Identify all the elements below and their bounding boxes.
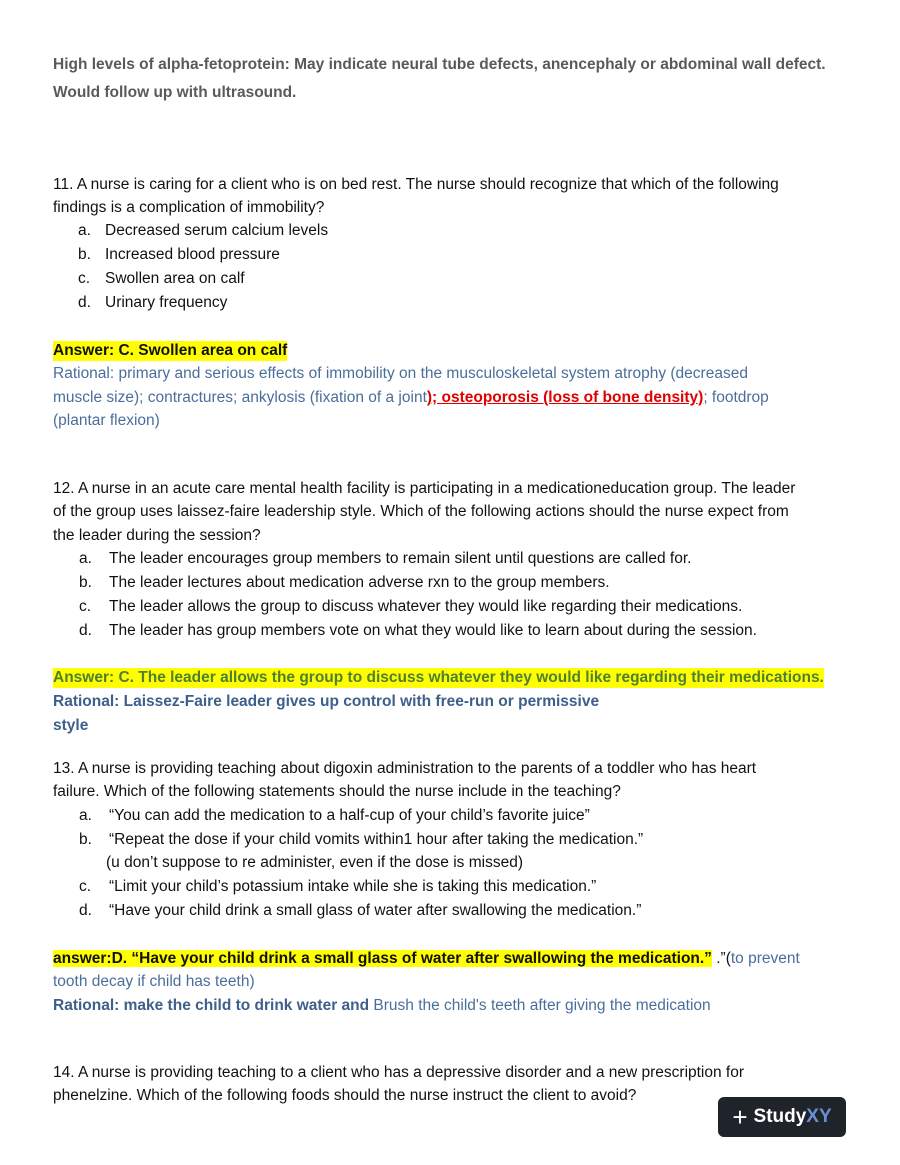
q12-stem-line-2: of the group uses laissez-faire leadership style. Which of the following actions should the nurse expect from bbox=[53, 503, 789, 520]
q13-option-b-note: (u don’t suppose to re administer, even if the dose is missed) bbox=[106, 854, 523, 871]
q12-option-a: The leader encourages group members to remain silent until questions are called for. bbox=[109, 550, 692, 567]
q12-option-b: The leader lectures about medication adverse rxn to the group members. bbox=[109, 574, 610, 591]
q12-rational-line-2: style bbox=[53, 717, 89, 734]
q13-option-d-letter: d. bbox=[79, 902, 92, 919]
q13-rational-bold: Rational: make the child to drink water and bbox=[53, 997, 370, 1014]
q13-answer-line-1 bbox=[53, 949, 800, 969]
q11-option-c: Swollen area on calf bbox=[105, 270, 245, 287]
plus-icon: + bbox=[732, 1102, 748, 1132]
intro-line-1: High levels of alpha-fetoprotein: May indicate neural tube defects, anencephaly or abdominal wall defect. bbox=[53, 56, 826, 73]
q12-stem-line-3: the leader during the session? bbox=[53, 527, 261, 544]
q12-option-a-letter: a. bbox=[79, 550, 92, 567]
brand-accent: XY bbox=[806, 1106, 832, 1127]
q12-answer: Answer: C. The leader allows the group to discuss whatever they would like regarding their medications. bbox=[53, 669, 824, 686]
q13-rational-rest: Brush the child's teeth after giving the medication bbox=[369, 997, 711, 1014]
q12-rational-line-1: Rational: Laissez-Faire leader gives up control with free-run or permissive bbox=[53, 693, 600, 710]
q11-rational-line-3: (plantar flexion) bbox=[53, 412, 160, 429]
q13-answer-line-2: tooth decay if child has teeth) bbox=[53, 973, 255, 990]
q13-option-b: “Repeat the dose if your child vomits within1 hour after taking the medication.” bbox=[109, 831, 644, 848]
q13-rational bbox=[53, 996, 711, 1016]
q11-rational-line-2 bbox=[53, 388, 769, 408]
q11-option-b: Increased blood pressure bbox=[105, 246, 280, 263]
q13-stem-line-1: 13. A nurse is providing teaching about digoxin administration to the parents of a toddler who has heart bbox=[53, 760, 757, 777]
q11-rational-2a: muscle size); contractures; ankylosis (fixation of a joint bbox=[53, 389, 427, 406]
q12-option-d-letter: d. bbox=[79, 622, 92, 639]
q13-option-a: “You can add the medication to a half-cup of your child’s favorite juice” bbox=[109, 807, 590, 824]
q11-answer: Answer: C. Swollen area on calf bbox=[53, 342, 288, 359]
q12-option-b-letter: b. bbox=[79, 574, 92, 591]
q13-answer-tail: .”( bbox=[711, 950, 731, 967]
q11-option-c-letter: c. bbox=[78, 270, 91, 287]
q11-stem-line-2: findings is a complication of immobility? bbox=[53, 199, 325, 216]
q11-stem-line-1: 11. A nurse is caring for a client who is on bed rest. The nurse should recognize that which of the following bbox=[53, 176, 779, 193]
q11-rational-line-1: Rational: primary and serious effects of immobility on the musculoskeletal system atrophy (decreased bbox=[53, 365, 748, 382]
studyxy-logo-badge[interactable] bbox=[718, 1097, 846, 1137]
q11-option-d-letter: d. bbox=[78, 294, 91, 311]
q12-option-c: The leader allows the group to discuss whatever they would like regarding their medications. bbox=[109, 598, 743, 615]
q11-rational-2b-osteoporosis: ); osteoporosis (loss of bone density) bbox=[426, 389, 704, 406]
q11-option-a: Decreased serum calcium levels bbox=[105, 222, 329, 239]
q11-rational-2c: ; footdrop bbox=[703, 389, 769, 406]
q13-option-d: “Have your child drink a small glass of water after swallowing the medication.” bbox=[109, 902, 642, 919]
q13-option-a-letter: a. bbox=[79, 807, 92, 824]
q13-answer-tail-blue: to prevent bbox=[730, 950, 800, 967]
brand-main: Study bbox=[753, 1106, 807, 1127]
q14-stem-line-2: phenelzine. Which of the following foods should the nurse instruct the client to avoid? bbox=[53, 1087, 637, 1104]
q11-option-a-letter: a. bbox=[78, 222, 91, 239]
q12-option-c-letter: c. bbox=[79, 598, 92, 615]
q12-option-d: The leader has group members vote on what they would like to learn about during the session. bbox=[109, 622, 757, 639]
intro-line-2: Would follow up with ultrasound. bbox=[53, 84, 297, 101]
q13-option-c: “Limit your child’s potassium intake while she is taking this medication.” bbox=[109, 878, 597, 895]
q13-answer: answer:D. “Have your child drink a small glass of water after swallowing the medication.” bbox=[53, 950, 712, 967]
q13-stem-line-2: failure. Which of the following statements should the nurse include in the teaching? bbox=[53, 783, 621, 800]
q14-stem-line-1: 14. A nurse is providing teaching to a client who has a depressive disorder and a new prescription for bbox=[53, 1064, 745, 1081]
q12-stem-line-1: 12. A nurse in an acute care mental health facility is participating in a medicationeducation group. The leader bbox=[53, 480, 796, 497]
q11-option-d: Urinary frequency bbox=[105, 294, 228, 311]
q11-option-b-letter: b. bbox=[78, 246, 91, 263]
q13-option-c-letter: c. bbox=[79, 878, 92, 895]
q13-option-b-letter: b. bbox=[79, 831, 92, 848]
